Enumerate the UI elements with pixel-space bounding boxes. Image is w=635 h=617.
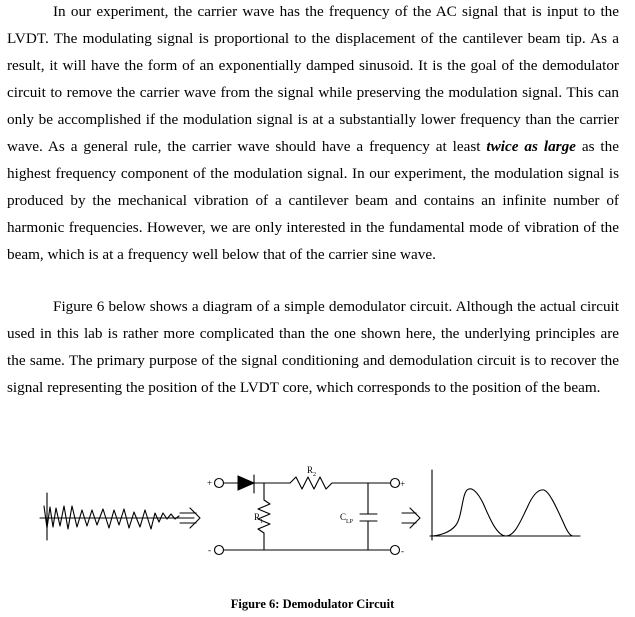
capacitor (360, 483, 377, 550)
r2-subscript: 2 (313, 472, 316, 478)
clp-label: C (340, 512, 347, 522)
paragraph-carrier-wave (7, 0, 619, 268)
output-arrow (402, 508, 420, 528)
output-plus-terminal (391, 479, 400, 488)
modulated-input-waveform (40, 506, 194, 529)
paragraph1-part2: as the highest frequency component of the modulation signal. In our experiment, the modulation signal is produced by the mechanical vibration of a cantilever beam and contains an infinite number of harmonic frequencies. However, we are only interested in the fundamental mode of vibration of the beam, which is at a frequency well below that of the carrier sine wave. (7, 138, 619, 263)
r1-label: R (254, 512, 261, 522)
input-plus-terminal (215, 479, 224, 488)
output-plus-label: + (400, 479, 406, 489)
diode-triangle (238, 476, 254, 490)
paragraph-figure-description: Figure 6 below shows a diagram of a simple demodulator circuit. Although the actual circuit used in this lab is rather more complicated than the one shown here, the underlying principles are the same. The primary purpose of the signal conditioning and demodulation circuit is to recover the signal representing the position of the LVDT core, which corresponds to the position of the beam. (7, 298, 619, 396)
demodulated-output-waveform (430, 489, 573, 536)
paragraph1-part1: In our experiment, the carrier wave has the frequency of the AC signal that is input to the LVDT. The modulating signal is proportional to the displacement of the cantilever beam tip. As a result, it will have the form of an exponentially damped sinusoid. It is the goal of the demodulator circuit to remove the carrier wave from the signal while preserving the modulation signal. This can only be accomplished if the modulation signal is at a substantially lower frequency than the carrier wave. As a general rule, the carrier wave should have a frequency at least (7, 3, 619, 155)
input-plus-label: + (207, 478, 213, 488)
demodulator-circuit-diagram (0, 455, 635, 595)
r2-label: R (307, 465, 314, 475)
input-minus-terminal (215, 546, 224, 555)
output-minus-terminal (391, 546, 400, 555)
r1-subscript: 1 (260, 519, 263, 525)
emphasis-twice-as-large: twice as large (486, 138, 576, 155)
input-minus-label: - (208, 545, 211, 555)
output-minus-label: - (401, 546, 404, 556)
figure-caption: Figure 6: Demodulator Circuit (230, 597, 395, 611)
r2-resistor (290, 477, 392, 489)
clp-subscript: LP (346, 519, 354, 525)
